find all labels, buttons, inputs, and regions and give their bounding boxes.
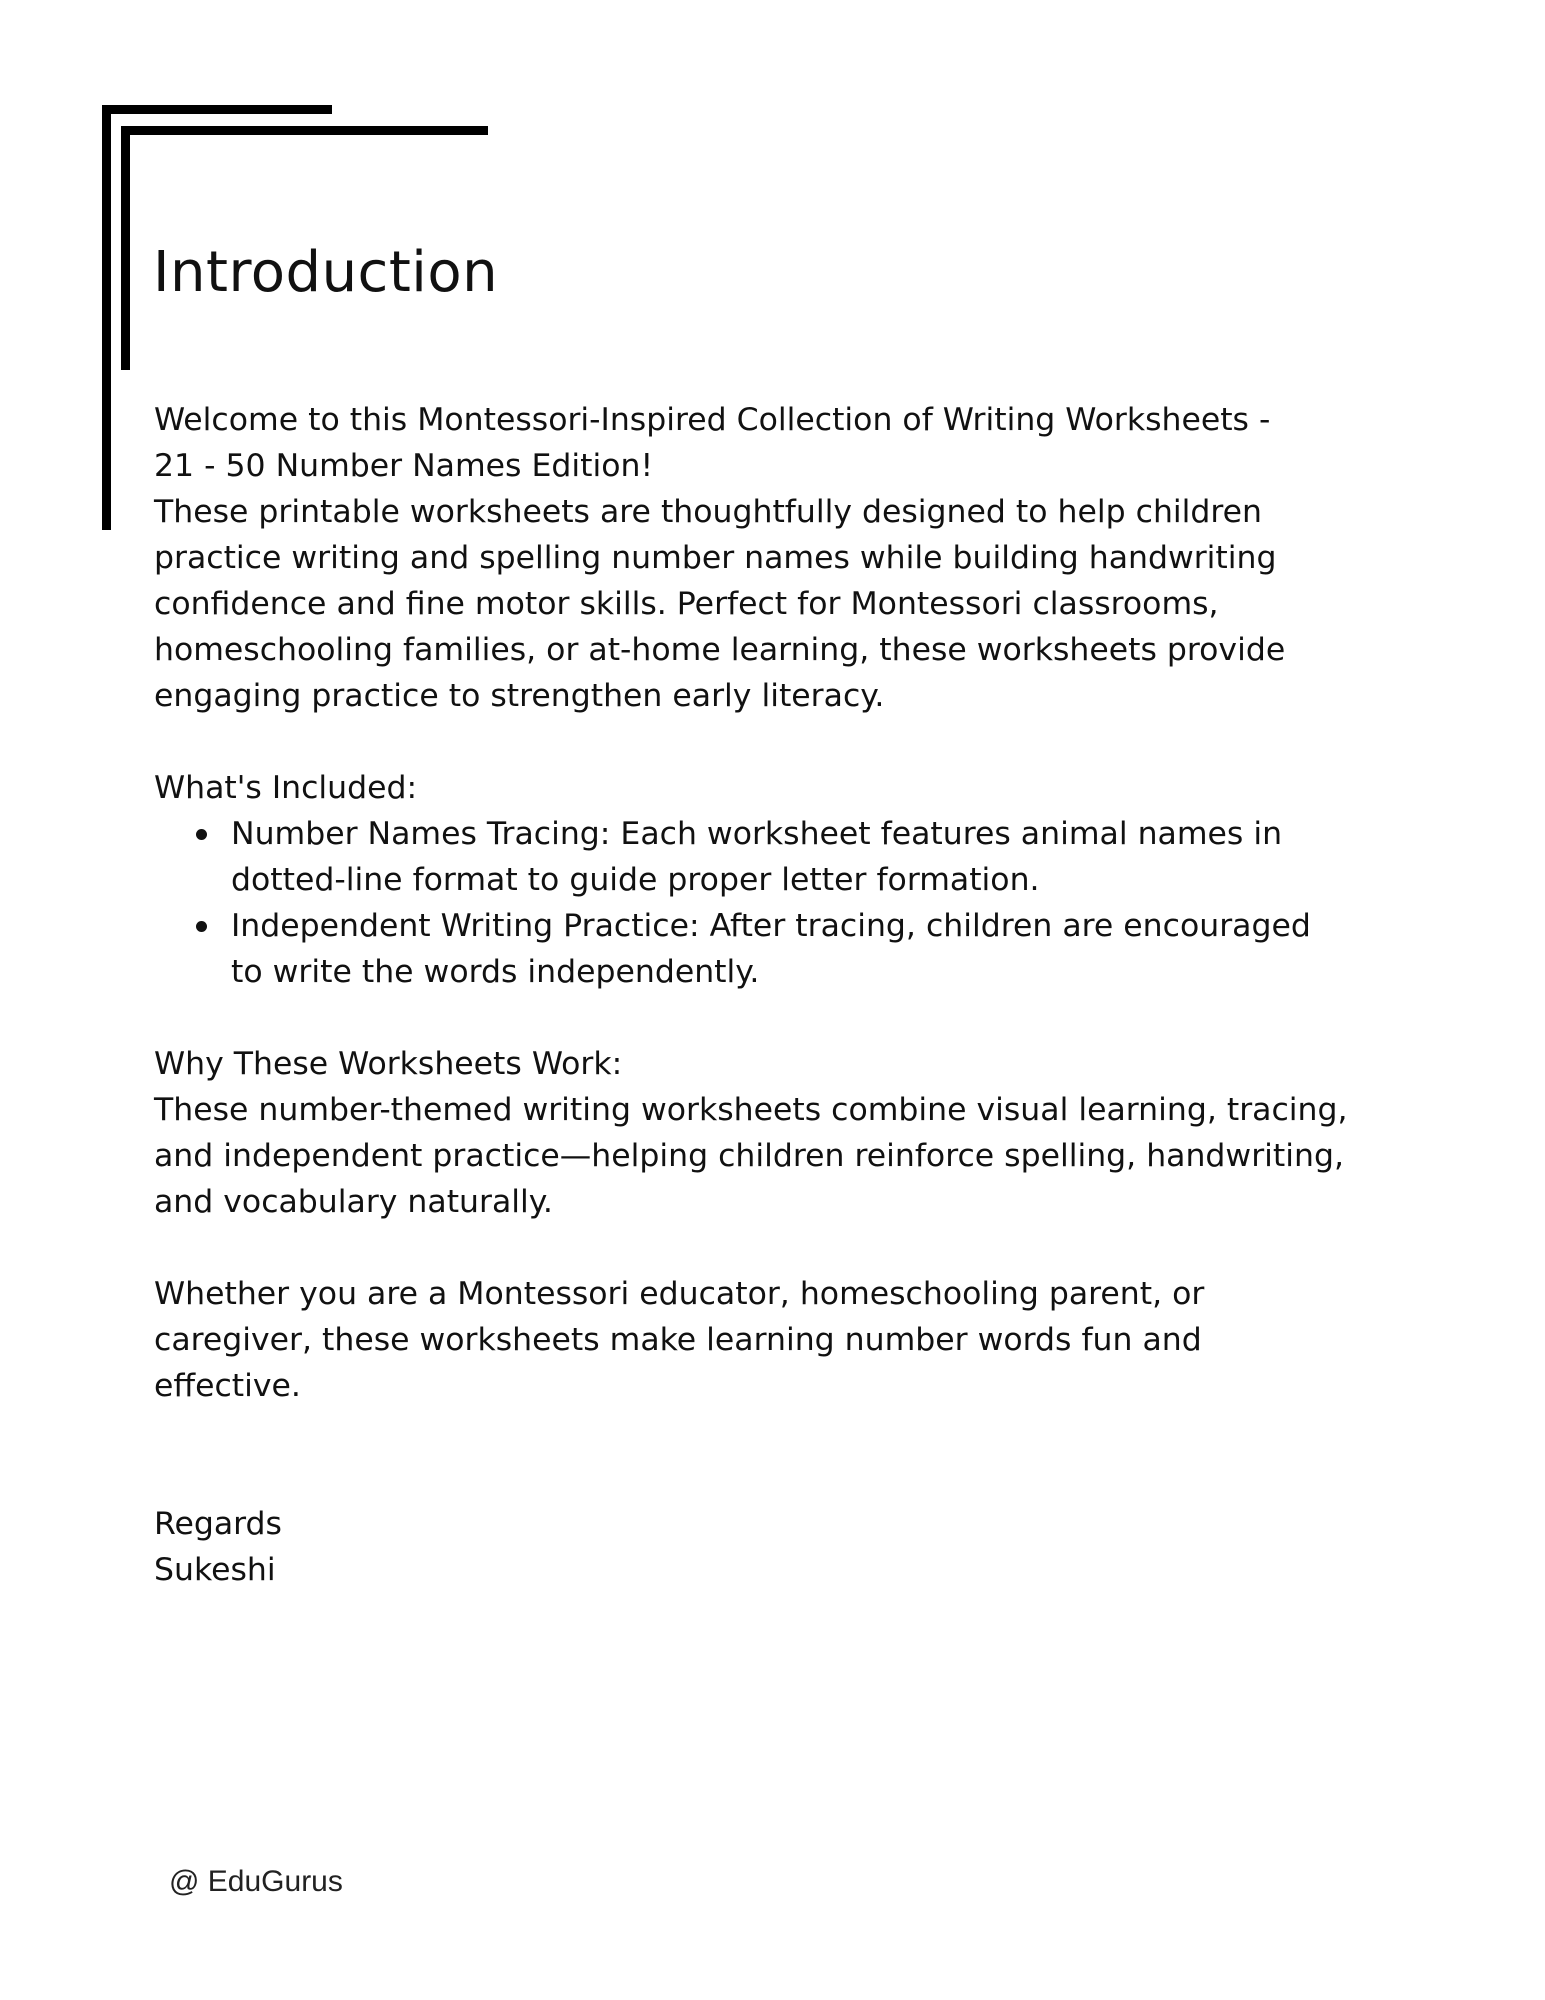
closing-line: effective. [154,1368,301,1404]
included-heading: What's Included: [154,770,418,806]
list-item-line: Independent Writing Practice: After tracing, children are encouraged [231,908,1311,944]
description-line: homeschooling families, or at-home learning, these worksheets provide [154,632,1286,668]
intro-body [154,397,1394,1593]
bullet-icon [196,921,207,932]
footer-credit: @ EduGurus [169,1865,343,1898]
corner-bracket-inner-top [121,126,488,135]
why-line: and independent practice—helping children reinforce spelling, handwriting, [154,1138,1344,1174]
welcome-line: 21 - 50 Number Names Edition! [154,448,654,484]
list-item [154,903,1394,995]
closing-line: Whether you are a Montessori educator, homeschooling parent, or [154,1276,1205,1312]
author-name: Sukeshi [154,1552,276,1588]
included-list [154,811,1394,995]
description-line: practice writing and spelling number names while building handwriting [154,540,1277,576]
why-heading: Why These Worksheets Work: [154,1046,623,1082]
closing-line: caregiver, these worksheets make learning number words fun and [154,1322,1202,1358]
bullet-icon [196,829,207,840]
list-item [154,811,1394,903]
why-line: These number-themed writing worksheets combine visual learning, tracing, [154,1092,1348,1128]
description-line: confidence and fine motor skills. Perfect for Montessori classrooms, [154,586,1219,622]
list-item-line: Number Names Tracing: Each worksheet features animal names in [231,816,1283,852]
corner-bracket-outer-left [102,105,111,530]
why-line: and vocabulary naturally. [154,1184,553,1220]
corner-bracket-outer-top [102,105,332,114]
description-line: These printable worksheets are thoughtfully designed to help children [154,494,1263,530]
list-item-line: dotted-line format to guide proper letter formation. [231,862,1040,898]
corner-bracket-inner-left [121,126,130,370]
list-item-line: to write the words independently. [231,954,760,990]
description-line: engaging practice to strengthen early literacy. [154,678,885,714]
page-title: Introduction [153,240,499,305]
regards-text: Regards [154,1506,282,1542]
welcome-line: Welcome to this Montessori-Inspired Collection of Writing Worksheets - [154,402,1271,438]
